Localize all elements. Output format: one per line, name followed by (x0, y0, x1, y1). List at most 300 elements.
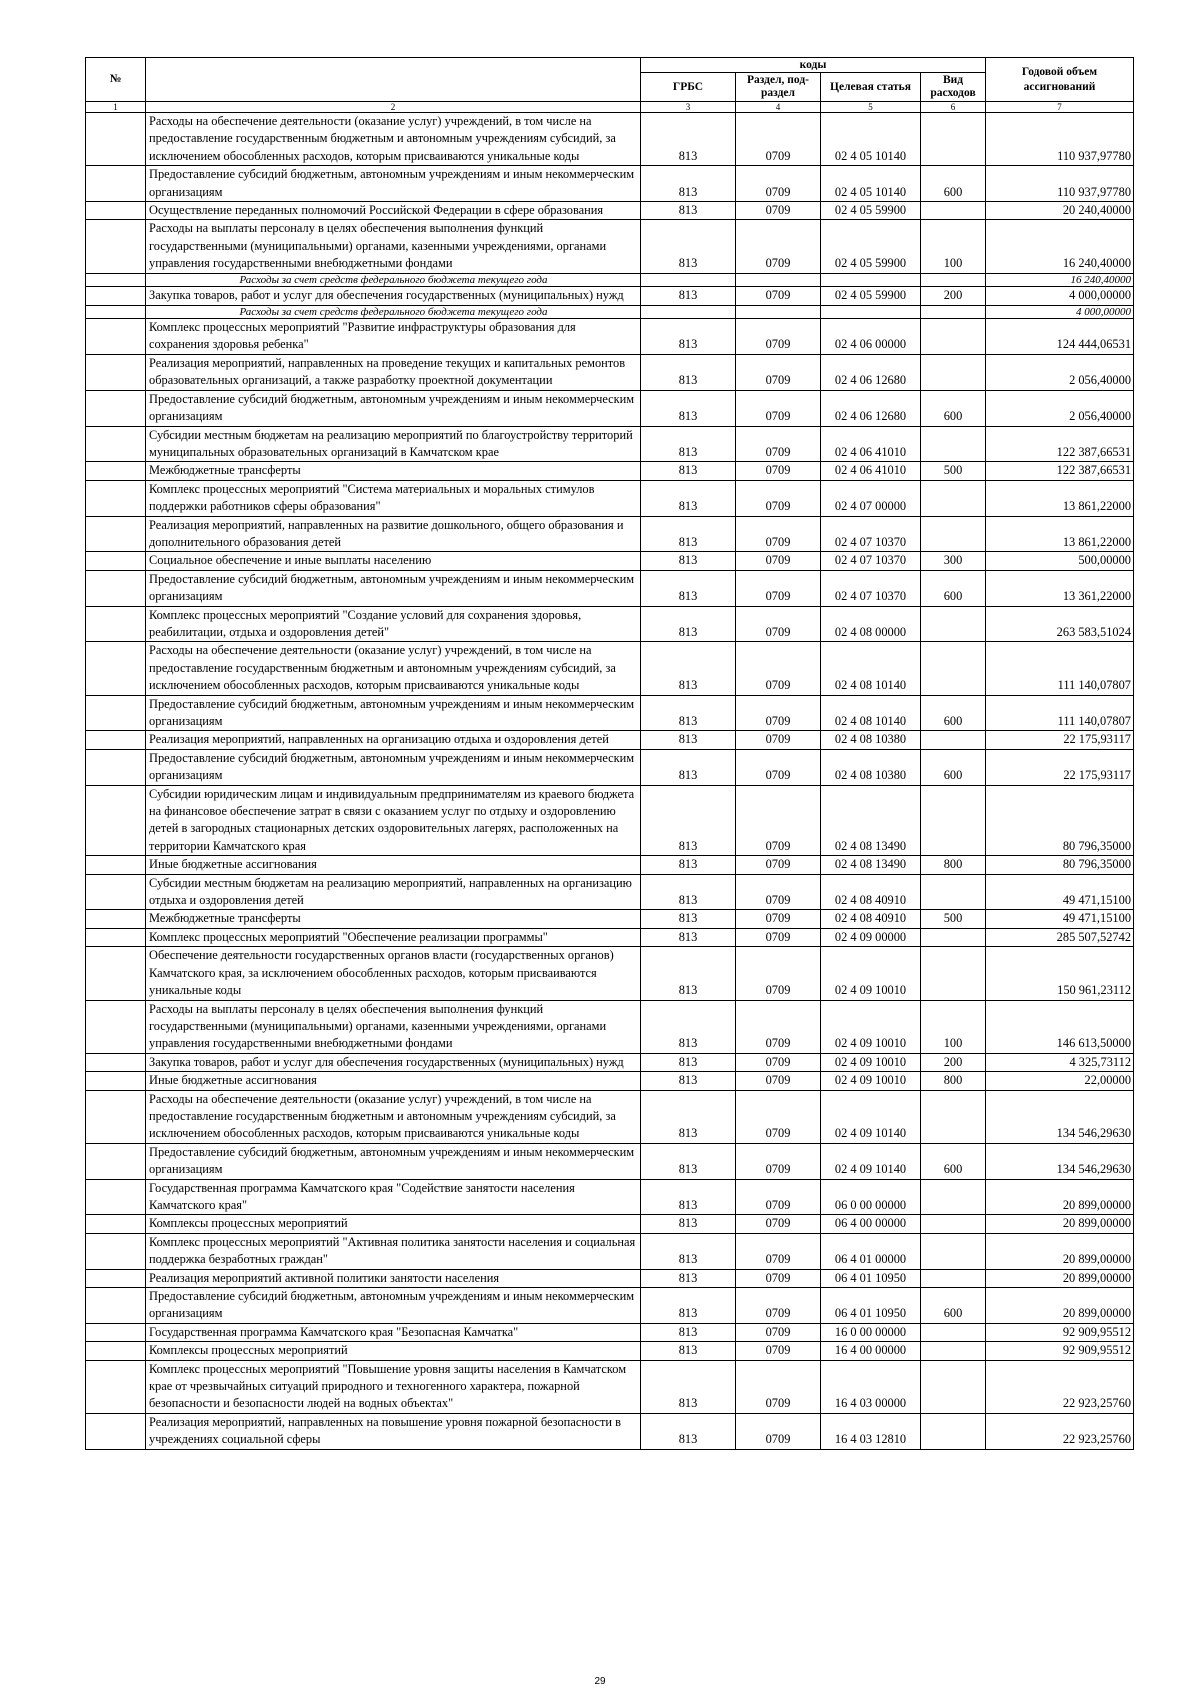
expense-type-cell (921, 113, 986, 166)
section-code-cell (736, 273, 821, 287)
header-target: Целевая статья (821, 73, 921, 102)
sub-row (86, 273, 1134, 287)
table-row (86, 642, 1134, 695)
table-row (86, 516, 1134, 552)
expense-type-cell (921, 354, 986, 390)
row-number-cell (86, 305, 146, 319)
grbs-code-cell: 813 (641, 113, 736, 166)
section-code-cell: 0709 (736, 202, 821, 220)
expense-name-cell: Расходы на обеспечение деятельности (оказание услуг) учреждений, в том числе на предоставление государственным бюджетным и автономным учреждениям субсидий, за исключением обособленных расходов, которым присваиваются уникальные коды (146, 113, 641, 166)
header-amount: Годовой объем ассигнований (986, 58, 1134, 102)
table-row (86, 319, 1134, 355)
expense-name-cell: Предоставление субсидий бюджетным, автономным учреждениям и иным некоммерческим организациям (146, 390, 641, 426)
amount-cell: 13 861,22000 (986, 516, 1134, 552)
page-number: 29 (594, 1676, 606, 1687)
section-code-cell: 0709 (736, 570, 821, 606)
row-number-cell (86, 287, 146, 305)
column-number: 1 (86, 102, 146, 113)
expense-name-cell: Государственная программа Камчатского края "Содействие занятости населения Камчатского края" (146, 1179, 641, 1215)
grbs-code-cell: 813 (641, 785, 736, 856)
expense-name-cell: Иные бюджетные ассигнования (146, 856, 641, 874)
row-number-cell (86, 1143, 146, 1179)
grbs-code-cell: 813 (641, 287, 736, 305)
section-code-cell: 0709 (736, 426, 821, 462)
grbs-code-cell: 813 (641, 1179, 736, 1215)
amount-cell: 20 899,00000 (986, 1215, 1134, 1233)
grbs-code-cell: 813 (641, 1413, 736, 1449)
row-number-cell (86, 695, 146, 731)
grbs-code-cell: 813 (641, 220, 736, 273)
table-row (86, 731, 1134, 749)
expense-name-cell: Комплекс процессных мероприятий "Обеспечение реализации программы" (146, 928, 641, 946)
amount-cell: 22,00000 (986, 1072, 1134, 1090)
table-row (86, 390, 1134, 426)
amount-cell: 13 861,22000 (986, 480, 1134, 516)
expense-name-cell: Реализация мероприятий, направленных на повышение уровня пожарной безопасности в учреждениях социальной сферы (146, 1413, 641, 1449)
section-code-cell: 0709 (736, 354, 821, 390)
expense-name-cell: Закупка товаров, работ и услуг для обеспечения государственных (муниципальных) нужд (146, 1053, 641, 1071)
table-row (86, 1215, 1134, 1233)
grbs-code-cell: 813 (641, 1288, 736, 1324)
expense-type-cell: 600 (921, 1143, 986, 1179)
section-code-cell: 0709 (736, 1360, 821, 1413)
header-name (146, 58, 641, 102)
expense-name-cell: Комплекс процессных мероприятий "Развитие инфраструктуры образования для сохранения здоровья ребенка" (146, 319, 641, 355)
header-section: Раздел, под-раздел (736, 73, 821, 102)
section-code-cell: 0709 (736, 856, 821, 874)
amount-cell: 2 056,40000 (986, 390, 1134, 426)
grbs-code-cell: 813 (641, 1342, 736, 1360)
target-article-cell: 02 4 08 13490 (821, 785, 921, 856)
target-article-cell: 06 4 01 10950 (821, 1288, 921, 1324)
amount-cell: 146 613,50000 (986, 1000, 1134, 1053)
expense-name-cell: Комплексы процессных мероприятий (146, 1215, 641, 1233)
section-code-cell: 0709 (736, 390, 821, 426)
section-code-cell: 0709 (736, 1000, 821, 1053)
section-code-cell: 0709 (736, 1072, 821, 1090)
expense-name-cell: Комплекс процессных мероприятий "Система материальных и моральных стимулов поддержки работников сферы образования" (146, 480, 641, 516)
target-article-cell: 02 4 06 12680 (821, 390, 921, 426)
row-number-cell (86, 1179, 146, 1215)
amount-cell: 80 796,35000 (986, 785, 1134, 856)
target-article-cell: 16 0 00 00000 (821, 1323, 921, 1341)
row-number-cell (86, 856, 146, 874)
table-row (86, 354, 1134, 390)
table-row (86, 1413, 1134, 1449)
table-row (86, 1053, 1134, 1071)
expense-type-cell: 200 (921, 1053, 986, 1071)
grbs-code-cell: 813 (641, 695, 736, 731)
target-article-cell: 06 4 01 10950 (821, 1269, 921, 1287)
section-code-cell: 0709 (736, 462, 821, 480)
amount-cell: 22 175,93117 (986, 731, 1134, 749)
row-number-cell (86, 390, 146, 426)
expense-type-cell: 100 (921, 1000, 986, 1053)
target-article-cell: 02 4 09 10140 (821, 1090, 921, 1143)
column-number: 7 (986, 102, 1134, 113)
section-code-cell (736, 305, 821, 319)
grbs-code-cell: 813 (641, 570, 736, 606)
section-code-cell: 0709 (736, 874, 821, 910)
amount-cell: 80 796,35000 (986, 856, 1134, 874)
section-code-cell: 0709 (736, 1053, 821, 1071)
expense-type-cell (921, 202, 986, 220)
expense-name-cell: Субсидии юридическим лицам и индивидуальным предпринимателям из краевого бюджета на финансовое обеспечение затрат в связи с оказанием услуг по отдыху и оздоровлению детей в загородных стационарных детских оздоровительных лагерях, расположенных на территории Камчатского края (146, 785, 641, 856)
expense-type-cell: 600 (921, 695, 986, 731)
expense-name-cell: Государственная программа Камчатского края "Безопасная Камчатка" (146, 1323, 641, 1341)
row-number-cell (86, 1090, 146, 1143)
expense-type-cell (921, 1179, 986, 1215)
expense-type-cell (921, 1090, 986, 1143)
target-article-cell: 02 4 09 10010 (821, 1000, 921, 1053)
table-row (86, 910, 1134, 928)
row-number-cell (86, 113, 146, 166)
target-article-cell (821, 273, 921, 287)
amount-cell: 4 000,00000 (986, 305, 1134, 319)
target-article-cell: 16 4 03 00000 (821, 1360, 921, 1413)
expense-name-cell: Расходы на обеспечение деятельности (оказание услуг) учреждений, в том числе на предоставление государственным бюджетным и автономным учреждениям субсидий, за исключением обособленных расходов, которым присваиваются уникальные коды (146, 642, 641, 695)
expense-name-cell: Комплексы процессных мероприятий (146, 1342, 641, 1360)
grbs-code-cell: 813 (641, 480, 736, 516)
table-row (86, 426, 1134, 462)
target-article-cell: 02 4 08 10380 (821, 749, 921, 785)
grbs-code-cell: 813 (641, 319, 736, 355)
grbs-code-cell: 813 (641, 1143, 736, 1179)
expense-type-cell: 800 (921, 856, 986, 874)
expense-type-cell: 600 (921, 390, 986, 426)
amount-cell: 92 909,95512 (986, 1323, 1134, 1341)
amount-cell: 49 471,15100 (986, 910, 1134, 928)
row-number-cell (86, 1360, 146, 1413)
header-grbs: ГРБС (641, 73, 736, 102)
row-number-cell (86, 1288, 146, 1324)
section-code-cell: 0709 (736, 1288, 821, 1324)
amount-cell: 124 444,06531 (986, 319, 1134, 355)
section-code-cell: 0709 (736, 516, 821, 552)
amount-cell: 13 361,22000 (986, 570, 1134, 606)
row-number-cell (86, 273, 146, 287)
expense-type-cell (921, 928, 986, 946)
expense-type-cell (921, 480, 986, 516)
target-article-cell: 02 4 09 10010 (821, 947, 921, 1000)
table-row (86, 287, 1134, 305)
expense-name-cell: Расходы на обеспечение деятельности (оказание услуг) учреждений, в том числе на предоставление государственным бюджетным и автономным учреждениям субсидий, за исключением обособленных расходов, которым присваиваются уникальные коды (146, 1090, 641, 1143)
target-article-cell: 02 4 09 00000 (821, 928, 921, 946)
row-number-cell (86, 1269, 146, 1287)
expense-type-cell: 800 (921, 1072, 986, 1090)
section-code-cell: 0709 (736, 695, 821, 731)
section-code-cell: 0709 (736, 642, 821, 695)
expense-name-cell: Расходы за счет средств федерального бюджета текущего года (146, 273, 641, 287)
section-code-cell: 0709 (736, 166, 821, 202)
amount-cell: 110 937,97780 (986, 113, 1134, 166)
amount-cell: 16 240,40000 (986, 273, 1134, 287)
expense-type-cell (921, 319, 986, 355)
expense-type-cell (921, 516, 986, 552)
table-row (86, 220, 1134, 273)
expense-type-cell (921, 874, 986, 910)
amount-cell: 22 175,93117 (986, 749, 1134, 785)
grbs-code-cell: 813 (641, 1053, 736, 1071)
target-article-cell: 02 4 08 00000 (821, 606, 921, 642)
grbs-code-cell: 813 (641, 1360, 736, 1413)
section-code-cell: 0709 (736, 731, 821, 749)
grbs-code-cell: 813 (641, 552, 736, 570)
amount-cell: 4 325,73112 (986, 1053, 1134, 1071)
grbs-code-cell: 813 (641, 1072, 736, 1090)
target-article-cell: 06 4 01 00000 (821, 1233, 921, 1269)
grbs-code-cell: 813 (641, 928, 736, 946)
grbs-code-cell: 813 (641, 516, 736, 552)
table-row (86, 570, 1134, 606)
table-row (86, 113, 1134, 166)
amount-cell: 20 899,00000 (986, 1288, 1134, 1324)
expense-type-cell: 500 (921, 462, 986, 480)
expense-type-cell (921, 1269, 986, 1287)
row-number-cell (86, 1233, 146, 1269)
amount-cell: 92 909,95512 (986, 1342, 1134, 1360)
section-code-cell: 0709 (736, 1413, 821, 1449)
expense-type-cell: 600 (921, 749, 986, 785)
section-code-cell: 0709 (736, 785, 821, 856)
expense-name-cell: Обеспечение деятельности государственных органов власти (государственных органов) Камчатского края, за исключением обособленных расходов, которым присваиваются уникальные коды (146, 947, 641, 1000)
sub-row (86, 305, 1134, 319)
expense-type-cell (921, 1413, 986, 1449)
table-row (86, 1233, 1134, 1269)
row-number-cell (86, 516, 146, 552)
row-number-cell (86, 462, 146, 480)
expense-type-cell: 600 (921, 1288, 986, 1324)
table-row (86, 606, 1134, 642)
expense-name-cell: Реализация мероприятий, направленных на проведение текущих и капитальных ремонтов образовательных организаций, а также разработку проектной документации (146, 354, 641, 390)
expense-type-cell (921, 785, 986, 856)
column-number: 2 (146, 102, 641, 113)
row-number-cell (86, 606, 146, 642)
grbs-code-cell: 813 (641, 606, 736, 642)
target-article-cell: 06 4 00 00000 (821, 1215, 921, 1233)
expense-name-cell: Расходы на выплаты персоналу в целях обеспечения выполнения функций государственными (муниципальными) органами, казенными учреждениями, органами управления государственными внебюджетными фондами (146, 220, 641, 273)
expense-name-cell: Предоставление субсидий бюджетным, автономным учреждениям и иным некоммерческим организациям (146, 695, 641, 731)
target-article-cell: 02 4 05 10140 (821, 166, 921, 202)
section-code-cell: 0709 (736, 1179, 821, 1215)
table-row (86, 1179, 1134, 1215)
expense-type-cell (921, 426, 986, 462)
section-code-cell: 0709 (736, 910, 821, 928)
amount-cell: 122 387,66531 (986, 462, 1134, 480)
amount-cell: 4 000,00000 (986, 287, 1134, 305)
amount-cell: 20 899,00000 (986, 1179, 1134, 1215)
grbs-code-cell: 813 (641, 1233, 736, 1269)
row-number-cell (86, 1413, 146, 1449)
expense-type-cell: 300 (921, 552, 986, 570)
amount-cell: 122 387,66531 (986, 426, 1134, 462)
table-row (86, 1288, 1134, 1324)
row-number-cell (86, 166, 146, 202)
section-code-cell: 0709 (736, 1269, 821, 1287)
target-article-cell: 02 4 08 10140 (821, 695, 921, 731)
expense-type-cell: 100 (921, 220, 986, 273)
target-article-cell: 02 4 05 59900 (821, 202, 921, 220)
amount-cell: 263 583,51024 (986, 606, 1134, 642)
row-number-cell (86, 354, 146, 390)
grbs-code-cell: 813 (641, 874, 736, 910)
amount-cell: 49 471,15100 (986, 874, 1134, 910)
row-number-cell (86, 1323, 146, 1341)
grbs-code-cell: 813 (641, 731, 736, 749)
target-article-cell: 02 4 06 41010 (821, 426, 921, 462)
table-row (86, 1269, 1134, 1287)
expense-name-cell: Предоставление субсидий бюджетным, автономным учреждениям и иным некоммерческим организациям (146, 166, 641, 202)
grbs-code-cell: 813 (641, 1215, 736, 1233)
expense-type-cell: 200 (921, 287, 986, 305)
table-row (86, 202, 1134, 220)
table-row (86, 1143, 1134, 1179)
column-number: 3 (641, 102, 736, 113)
target-article-cell: 02 4 06 00000 (821, 319, 921, 355)
expense-type-cell (921, 1360, 986, 1413)
target-article-cell: 02 4 08 40910 (821, 874, 921, 910)
expense-type-cell (921, 1215, 986, 1233)
target-article-cell: 06 0 00 00000 (821, 1179, 921, 1215)
target-article-cell: 02 4 08 40910 (821, 910, 921, 928)
expense-name-cell: Иные бюджетные ассигнования (146, 1072, 641, 1090)
expense-name-cell: Расходы на выплаты персоналу в целях обеспечения выполнения функций государственными (муниципальными) органами, казенными учреждениями, органами управления государственными внебюджетными фондами (146, 1000, 641, 1053)
row-number-cell (86, 910, 146, 928)
target-article-cell: 02 4 09 10010 (821, 1072, 921, 1090)
target-article-cell: 02 4 05 59900 (821, 220, 921, 273)
section-code-cell: 0709 (736, 480, 821, 516)
expense-type-cell (921, 642, 986, 695)
expense-name-cell: Предоставление субсидий бюджетным, автономным учреждениям и иным некоммерческим организациям (146, 749, 641, 785)
grbs-code-cell: 813 (641, 462, 736, 480)
expense-name-cell: Предоставление субсидий бюджетным, автономным учреждениям и иным некоммерческим организациям (146, 570, 641, 606)
target-article-cell: 02 4 08 10380 (821, 731, 921, 749)
expense-name-cell: Межбюджетные трансферты (146, 910, 641, 928)
header-num: № (86, 58, 146, 102)
expense-name-cell: Комплекс процессных мероприятий "Активная политика занятости населения и социальная поддержка безработных граждан" (146, 1233, 641, 1269)
table-row (86, 1072, 1134, 1090)
expense-type-cell (921, 731, 986, 749)
header-codes: коды (641, 58, 986, 73)
amount-cell: 22 923,25760 (986, 1413, 1134, 1449)
table-row (86, 785, 1134, 856)
row-number-cell (86, 749, 146, 785)
expense-type-cell: 600 (921, 570, 986, 606)
target-article-cell: 16 4 03 12810 (821, 1413, 921, 1449)
expense-type-cell (921, 606, 986, 642)
row-number-cell (86, 731, 146, 749)
target-article-cell: 02 4 07 10370 (821, 516, 921, 552)
expense-name-cell: Реализация мероприятий, направленных на развитие дошкольного, общего образования и дополнительного образования детей (146, 516, 641, 552)
grbs-code-cell: 813 (641, 426, 736, 462)
section-code-cell: 0709 (736, 749, 821, 785)
column-number: 6 (921, 102, 986, 113)
expense-name-cell: Социальное обеспечение и иные выплаты населению (146, 552, 641, 570)
header-row-1 (86, 58, 1134, 73)
amount-cell: 110 937,97780 (986, 166, 1134, 202)
table-row (86, 749, 1134, 785)
row-number-cell (86, 947, 146, 1000)
expense-type-cell (921, 1323, 986, 1341)
expense-type-cell: 600 (921, 166, 986, 202)
table-row (86, 1090, 1134, 1143)
budget-table (85, 57, 1134, 1450)
grbs-code-cell: 813 (641, 856, 736, 874)
expense-type-cell (921, 305, 986, 319)
expense-name-cell: Расходы за счет средств федерального бюджета текущего года (146, 305, 641, 319)
grbs-code-cell: 813 (641, 354, 736, 390)
row-number-cell (86, 1215, 146, 1233)
row-number-cell (86, 552, 146, 570)
expense-name-cell: Предоставление субсидий бюджетным, автономным учреждениям и иным некоммерческим организациям (146, 1288, 641, 1324)
expense-type-cell (921, 1233, 986, 1269)
target-article-cell: 02 4 09 10010 (821, 1053, 921, 1071)
table-row (86, 462, 1134, 480)
table-row (86, 1323, 1134, 1341)
expense-name-cell: Реализация мероприятий, направленных на организацию отдыха и оздоровления детей (146, 731, 641, 749)
section-code-cell: 0709 (736, 606, 821, 642)
grbs-code-cell: 813 (641, 910, 736, 928)
expense-name-cell: Межбюджетные трансферты (146, 462, 641, 480)
section-code-cell: 0709 (736, 1342, 821, 1360)
row-number-cell (86, 319, 146, 355)
row-number-cell (86, 928, 146, 946)
section-code-cell: 0709 (736, 220, 821, 273)
table-row (86, 947, 1134, 1000)
amount-cell: 500,00000 (986, 552, 1134, 570)
section-code-cell: 0709 (736, 1143, 821, 1179)
amount-cell: 111 140,07807 (986, 695, 1134, 731)
table-row (86, 552, 1134, 570)
expense-name-cell: Субсидии местным бюджетам на реализацию мероприятий по благоустройству территорий муниципальных образовательных организаций в Камчатском крае (146, 426, 641, 462)
row-number-cell (86, 1072, 146, 1090)
amount-cell: 134 546,29630 (986, 1090, 1134, 1143)
grbs-code-cell: 813 (641, 1323, 736, 1341)
expense-type-cell (921, 273, 986, 287)
table-row (86, 856, 1134, 874)
amount-cell: 150 961,23112 (986, 947, 1134, 1000)
column-number: 4 (736, 102, 821, 113)
section-code-cell: 0709 (736, 319, 821, 355)
section-code-cell: 0709 (736, 1090, 821, 1143)
row-number-cell (86, 874, 146, 910)
table-row (86, 480, 1134, 516)
grbs-code-cell: 813 (641, 642, 736, 695)
target-article-cell: 02 4 05 59900 (821, 287, 921, 305)
grbs-code-cell (641, 273, 736, 287)
grbs-code-cell: 813 (641, 1090, 736, 1143)
section-code-cell: 0709 (736, 552, 821, 570)
row-number-cell (86, 1342, 146, 1360)
row-number-cell (86, 785, 146, 856)
table-row (86, 874, 1134, 910)
column-number: 5 (821, 102, 921, 113)
expense-type-cell (921, 947, 986, 1000)
expense-type-cell (921, 1342, 986, 1360)
column-number-row (86, 102, 1134, 113)
expense-type-cell: 500 (921, 910, 986, 928)
section-code-cell: 0709 (736, 1323, 821, 1341)
target-article-cell: 02 4 08 13490 (821, 856, 921, 874)
table-row (86, 928, 1134, 946)
table-row (86, 166, 1134, 202)
grbs-code-cell: 813 (641, 749, 736, 785)
table-body (86, 113, 1134, 1450)
table-row (86, 1360, 1134, 1413)
row-number-cell (86, 1000, 146, 1053)
target-article-cell (821, 305, 921, 319)
section-code-cell: 0709 (736, 113, 821, 166)
